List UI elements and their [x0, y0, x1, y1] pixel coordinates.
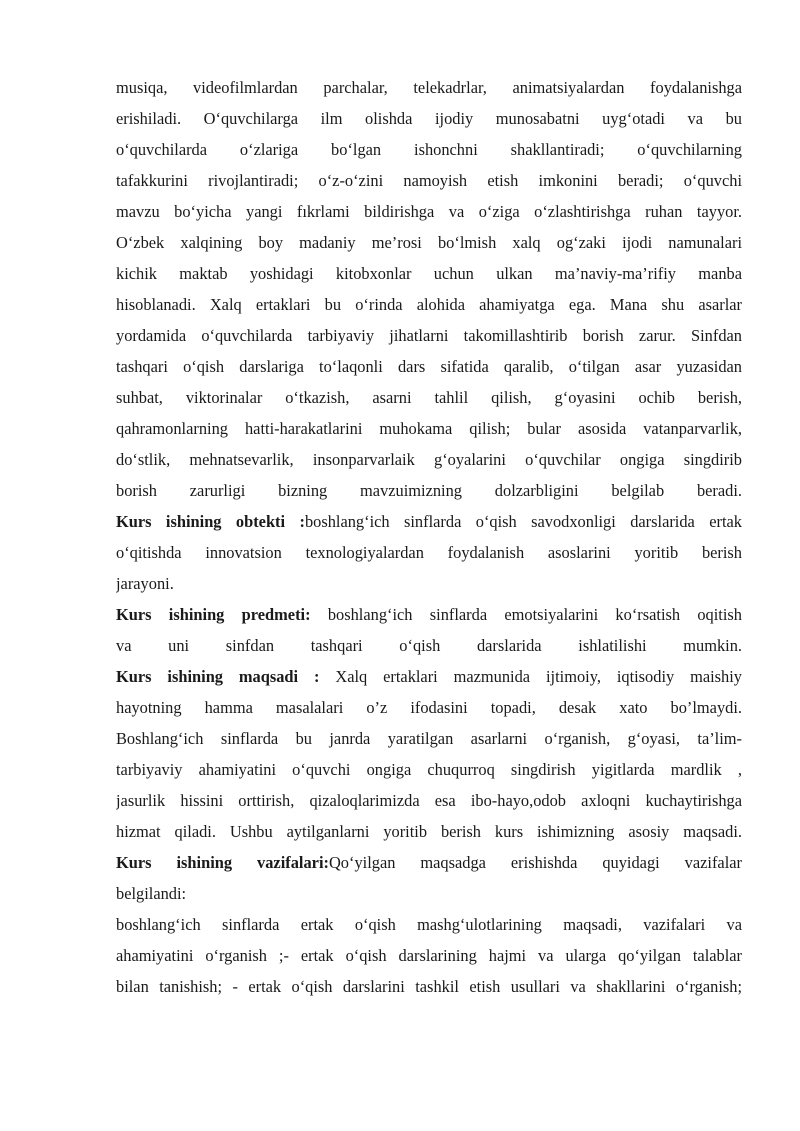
text-segment: tafakkurini rivojlantiradi; o‘z-o‘zini namoyish etish imkonini beradi; o‘quvchi — [116, 171, 742, 190]
text-line-6 — [116, 227, 742, 258]
section-object-line — [116, 506, 742, 537]
text-segment: o‘qitishda innovatsion texnologiyalardan foydalanish asoslarini yoritib berish — [116, 543, 742, 562]
text-segment: bilan tanishish; - ertak o‘qish darslarini tashkil etish usullari va shakllarini o‘rganish; — [116, 977, 742, 996]
section-heading-tasks: Kurs ishining vazifalari: — [116, 853, 329, 872]
text-segment: Qo‘yilgan maqsadga erishishda quyidagi vazifalar — [328, 853, 742, 872]
text-segment: Boshlang‘ich sinflarda bu janrda yaratilgan asarlarni o‘rganish, g‘oyasi, ta’lim- — [116, 729, 742, 748]
text-line-4 — [116, 165, 742, 196]
text-line-25 — [116, 816, 742, 847]
text-line-29 — [116, 940, 742, 971]
text-line-12 — [116, 413, 742, 444]
text-line-2 — [116, 103, 742, 134]
section-tasks-line — [116, 847, 742, 878]
text-segment: suhbat, viktorinalar o‘tkazish, asarni tahlil qilish, g‘oyasini ochib berish, — [116, 388, 742, 407]
section-goal-line — [116, 661, 742, 692]
text-segment: jarayoni. — [116, 574, 174, 593]
text-segment: boshlang‘ich sinflarda ertak o‘qish mashg‘ulotlarining maqsadi, vazifalari va — [116, 915, 742, 934]
text-segment: mavzu bo‘yicha yangi fıkrlami bildirishga va o‘ziga o‘zlashtirishga ruhan tayyor. — [116, 202, 742, 221]
text-segment: yordamida o‘quvchilarda tarbiyaviy jihatlarni takomillashtirib borish zarur. Sinfdan — [116, 326, 742, 345]
text-line-17 — [116, 568, 742, 599]
text-line-14 — [116, 475, 742, 506]
text-line-7 — [116, 258, 742, 289]
text-line-9 — [116, 320, 742, 351]
text-segment: hayotning hamma masalalari o’z ifodasini topadi, desak xato bo’lmaydi. — [116, 698, 742, 717]
text-line-16 — [116, 537, 742, 568]
text-segment: belgilandi: — [116, 884, 187, 903]
text-line-10 — [116, 351, 742, 382]
section-subject-line — [116, 599, 742, 630]
text-segment: erishiladi. O‘quvchilarga ilm olishda ijodiy munosabatni uyg‘otadi va bu — [116, 109, 742, 128]
text-line-30 — [116, 971, 742, 1002]
text-segment: borish zarurligi bizning mavzuimizning dolzarbligini belgilab beradi. — [116, 481, 742, 500]
text-line-24 — [116, 785, 742, 816]
text-segment: hisoblanadi. Xalq ertaklari bu o‘rinda alohida ahamiyatga ega. Mana shu asarlar — [116, 295, 742, 314]
text-line-21 — [116, 692, 742, 723]
text-line-8 — [116, 289, 742, 320]
text-segment: qahramonlarning hatti-harakatlarini muhokama qilish; bular asosida vatanparvarlik, — [116, 419, 742, 438]
text-line-13 — [116, 444, 742, 475]
text-segment: kichik maktab yoshidagi kitobxonlar uchun ulkan ma’naviy-ma’rifiy manba — [116, 264, 742, 283]
section-heading-goal: Kurs ishining maqsadi : — [116, 667, 320, 686]
text-segment: o‘quvchilarda o‘zlariga bo‘lgan ishonchni shakllantiradi; o‘quvchilarning — [116, 140, 742, 159]
text-segment: boshlang‘ich sinflarda o‘qish savodxonligi darslarida ertak — [304, 512, 742, 531]
text-line-11 — [116, 382, 742, 413]
document-page — [116, 72, 742, 1002]
text-segment: tarbiyaviy ahamiyatini o‘quvchi ongiga chuqurroq singdirish yigitlarda mardlik , — [116, 760, 742, 779]
text-line-5 — [116, 196, 742, 227]
text-line-22 — [116, 723, 742, 754]
text-line-1 — [116, 72, 742, 103]
section-heading-object: Kurs ishining obtekti : — [116, 512, 305, 531]
text-segment: do‘stlik, mehnatsevarlik, insonparvarlaik g‘oyalarini o‘quvchilar ongiga singdirib — [116, 450, 742, 469]
text-line-3 — [116, 134, 742, 165]
text-line-23 — [116, 754, 742, 785]
text-line-28 — [116, 909, 742, 940]
text-segment: jasurlik hissini orttirish, qizaloqlarimizda esa ibo-hayo,odob axloqni kuchaytirishga — [116, 791, 742, 810]
text-segment: musiqa, videofilmlardan parchalar, telekadrlar, animatsiyalardan foydalanishga — [116, 78, 742, 97]
text-segment: va uni sinfdan tashqari o‘qish darslarida ishlatilishi mumkin. — [116, 636, 742, 655]
text-segment: boshlang‘ich sinflarda emotsiyalarini ko‘rsatish oqitish — [310, 605, 742, 624]
text-segment: tashqari o‘qish darslariga to‘laqonli dars sifatida qaralib, o‘tilgan asar yuzasidan — [116, 357, 742, 376]
section-heading-subject: Kurs ishining predmeti: — [116, 605, 311, 624]
text-segment: hizmat qiladi. Ushbu aytilganlarni yoritib berish kurs ishimizning asosiy maqsadi. — [116, 822, 742, 841]
text-segment: Xalq ertaklari mazmunida ijtimoiy, iqtisodiy maishiy — [319, 667, 742, 686]
text-line-19 — [116, 630, 742, 661]
text-segment: ahamiyatini o‘rganish ;- ertak o‘qish darslarining hajmi va ularga qo‘yilgan talablar — [116, 946, 742, 965]
text-line-27 — [116, 878, 742, 909]
text-segment: O‘zbek xalqining boy madaniy me’rosi bo‘lmish xalq og‘zaki ijodi namunalari — [116, 233, 742, 252]
